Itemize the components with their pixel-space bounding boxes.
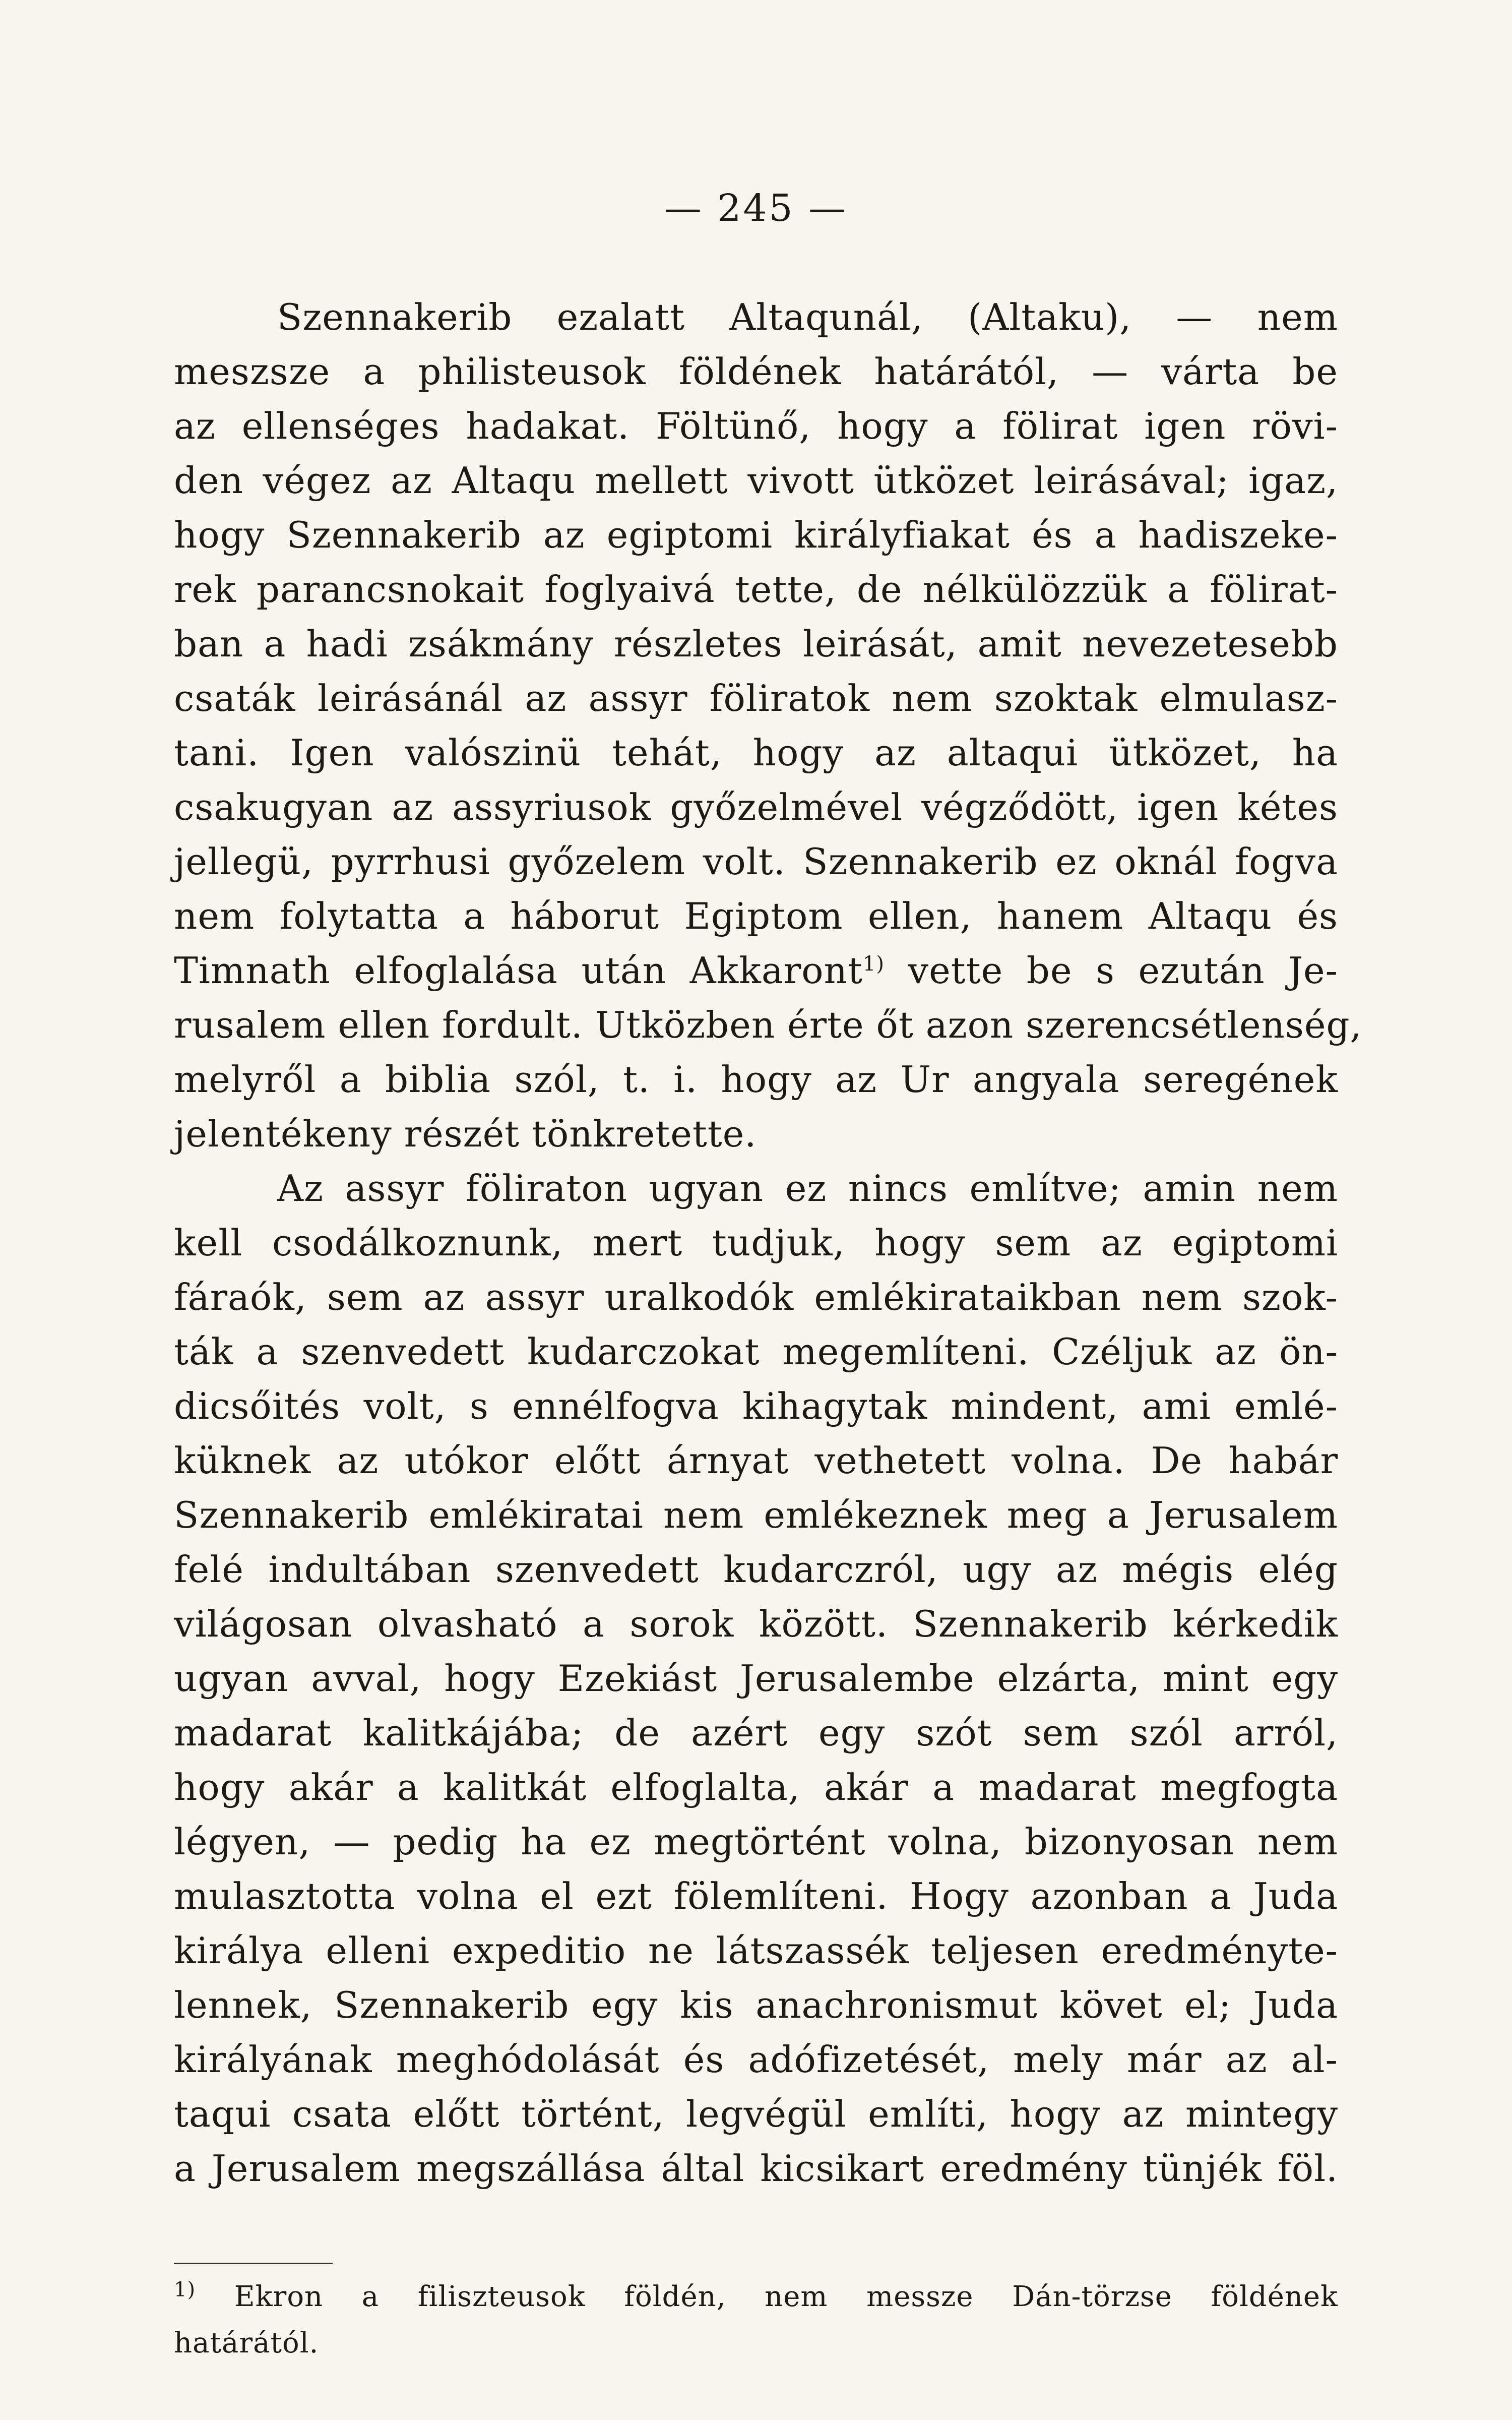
text-line: csakugyan az assyriusok győzelmével végződött, igen kétes bbox=[174, 786, 1338, 828]
text-line: nem folytatta a háborut Egiptom ellen, hanem Altaqu és bbox=[174, 895, 1338, 937]
text-line: jellegü, pyrrhusi győzelem volt. Szennakerib ez oknál fogva bbox=[174, 840, 1338, 883]
main-text bbox=[174, 290, 1362, 2196]
text-line: küknek az utókor előtt árnyat vethetett volna. De habár bbox=[174, 1439, 1338, 1482]
text-line: den végez az Altaqu mellett vivott ütközet leirásával; igaz, bbox=[174, 459, 1338, 502]
text-line: lennek, Szennakerib egy kis anachronismut követ el; Juda bbox=[174, 1984, 1338, 2026]
footnote-text: Ekron a filiszteusok földén, nem messze Dán-törzse földének bbox=[196, 2280, 1338, 2313]
paragraph-1 bbox=[174, 290, 1362, 1161]
text-line: rek parancsnokait foglyaivá tette, de nélkülözzük a fölirat- bbox=[174, 568, 1338, 611]
text-line: csaták leirásánál az assyr föliratok nem szoktak elmulasz- bbox=[174, 677, 1338, 719]
text-line: fáraók, sem az assyr uralkodók emlékirataikban nem szok- bbox=[174, 1276, 1338, 1318]
text-line: az ellenséges hadakat. Föltünő, hogy a fölirat igen rövi- bbox=[174, 405, 1338, 447]
text-line: ugyan avval, hogy Ezekiást Jerusalembe elzárta, mint egy bbox=[174, 1657, 1338, 1700]
text-line: madarat kalitkájába; de azért egy szót sem szól arról, bbox=[174, 1712, 1338, 1754]
text-line: hogy akár a kalitkát elfoglalta, akár a madarat megfogta bbox=[174, 1766, 1338, 1808]
text-line: rusalem ellen fordult. Utközben érte őt azon szerencsétlenség, bbox=[174, 1004, 1362, 1046]
text-line: világosan olvasható a sorok között. Szennakerib kérkedik bbox=[174, 1603, 1338, 1645]
text-line: dicsőités volt, s ennélfogva kihagytak mindent, ami emlé- bbox=[174, 1385, 1338, 1427]
text-line: taqui csata előtt történt, legvégül említi, hogy az mintegy bbox=[174, 2093, 1338, 2135]
text-line: légyen, — pedig ha ez megtörtént volna, bizonyosan nem bbox=[174, 1821, 1338, 1863]
text-fragment: vette be s ezután Je- bbox=[884, 949, 1338, 992]
text-line: felé indultában szenvedett kudarczról, ugy az mégis elég bbox=[174, 1548, 1338, 1591]
text-line: királya elleni expeditio ne látszassék teljesen eredményte- bbox=[174, 1929, 1338, 1972]
text-line: meszsze a philisteusok földének határától, — várta be bbox=[174, 350, 1338, 393]
text-line: Szennakerib emlékiratai nem emlékeznek meg a Jerusalem bbox=[174, 1494, 1338, 1536]
text-line: hogy Szennakerib az egiptomi királyfiakat és a hadiszeke- bbox=[174, 514, 1338, 556]
text-line: Az assyr föliraton ugyan ez nincs említve; amin nem bbox=[277, 1167, 1338, 1209]
text-line: kell csodálkoznunk, mert tudjuk, hogy sem az egiptomi bbox=[174, 1222, 1338, 1264]
text-line: ban a hadi zsákmány részletes leirását, amit nevezetesebb bbox=[174, 623, 1338, 665]
text-line: Szennakerib ezalatt Altaqunál, (Altaku), — nem bbox=[277, 296, 1338, 338]
paragraph-2 bbox=[174, 1161, 1338, 2196]
text-line: tani. Igen valószinü tehát, hogy az altaqui ütközet, ha bbox=[174, 732, 1338, 774]
text-line: jelentékeny részét tönkretette. bbox=[174, 1113, 757, 1155]
page-number: — 245 — bbox=[664, 187, 848, 230]
text-line: a Jerusalem megszállása által kicsikart eredmény tünjék föl. bbox=[174, 2147, 1338, 2190]
text-fragment: Timnath elfoglalása után Akkaront bbox=[174, 949, 863, 992]
text-line: ták a szenvedett kudarczokat megemlíteni. Czéljuk az ön- bbox=[174, 1330, 1338, 1373]
text-line: mulasztotta volna el ezt fölemlíteni. Hogy azonban a Juda bbox=[174, 1875, 1338, 1917]
footnote-reference: 1) bbox=[862, 952, 885, 976]
footnotes bbox=[174, 2274, 1338, 2367]
text-line: királyának meghódolását és adófizetését, mely már az al- bbox=[174, 2038, 1338, 2081]
footnote-mark: 1) bbox=[174, 2278, 196, 2302]
footnote-divider bbox=[174, 2263, 333, 2264]
footnote-line: határától. bbox=[174, 2327, 319, 2360]
text-line-with-footnote bbox=[174, 943, 1338, 998]
text-line: melyről a biblia szól, t. i. hogy az Ur angyala seregének bbox=[174, 1058, 1338, 1101]
footnote-line bbox=[174, 2274, 1338, 2320]
